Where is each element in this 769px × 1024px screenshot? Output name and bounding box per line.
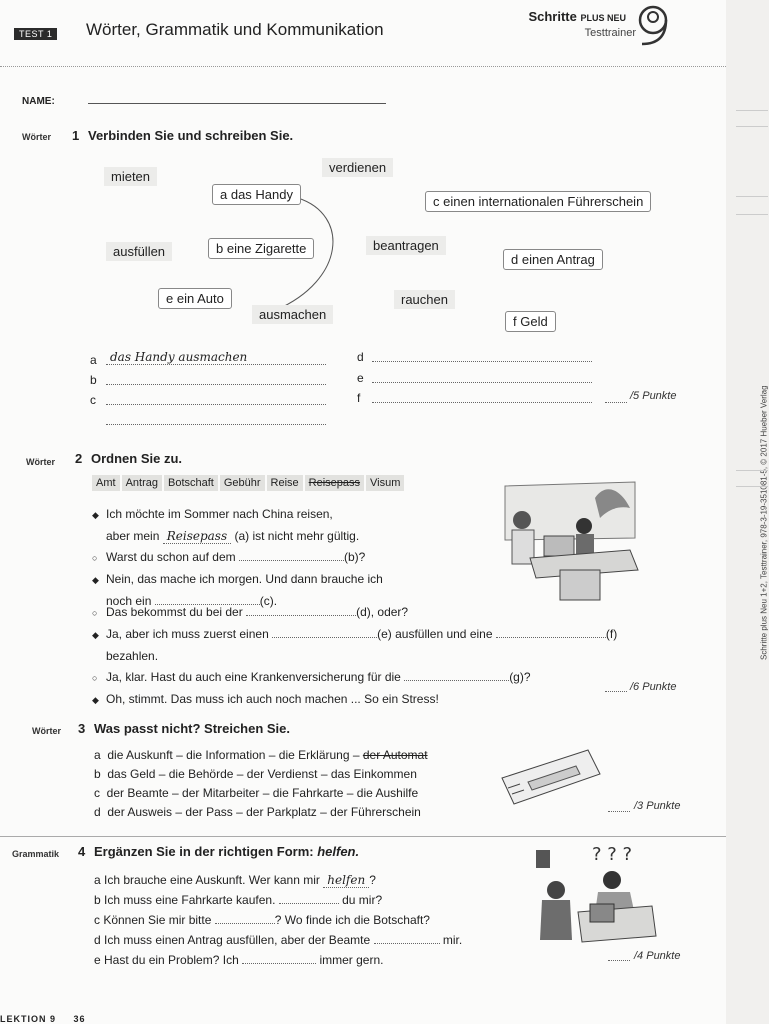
line-text: mir. — [442, 933, 463, 947]
word-ausmachen: ausmachen — [252, 305, 333, 324]
gap-4b[interactable] — [279, 903, 339, 904]
answer-label-b: b — [90, 373, 97, 387]
gap-4e[interactable] — [242, 963, 316, 964]
task2-instruction: Ordnen Sie zu. — [91, 451, 183, 466]
list-item — [94, 785, 428, 801]
option-e: e ein Auto — [158, 288, 232, 309]
word-verdienen: verdienen — [322, 158, 393, 177]
helpdesk-illustration — [532, 840, 660, 950]
task2-number: 2 — [75, 451, 83, 466]
task4-category: Grammatik — [12, 849, 60, 859]
item-label: c — [94, 786, 100, 800]
option-c: c einen internationalen Führerschein — [425, 191, 651, 212]
brand-small: PLUS NEU — [580, 13, 626, 23]
answer-line-d[interactable] — [372, 361, 592, 362]
dialogue-text: Oh, stimmt. Das muss ich auch noch machen ... So ein Stress! — [106, 692, 439, 706]
list-item — [94, 804, 428, 820]
word-bank-item: Gebühr — [220, 475, 265, 491]
word-bank-item: Botschaft — [164, 475, 218, 491]
instruction-word: helfen. — [317, 844, 360, 859]
word-bank-item: Amt — [92, 475, 120, 491]
answer-a-reisepass: Reisepass — [163, 529, 231, 544]
answer-helfen: helfen — [323, 873, 369, 888]
task4-lines — [94, 872, 462, 968]
task1-points: /5 Punkte — [630, 390, 677, 402]
dialogue-text: Ja, aber ich muss zuerst einen — [106, 627, 269, 641]
gap-d[interactable] — [246, 615, 356, 616]
svg-text:? ? ?: ? ? ? — [592, 844, 633, 865]
dialogue-2: ○ Das bekommst du bei der (d), oder? ◆ Ja, aber ich muss zuerst einen (e) ausfüllen und eine (f) bezahlen. ○ Ja, klar. Hast du auch eine Krankenversicherung für die (g)? ◆ Oh, stimmt. Das muss ich auch noch machen ... So ein Stress! — [92, 605, 618, 706]
answer-line-a[interactable] — [106, 364, 326, 365]
task1-number: 1 — [72, 128, 80, 143]
list-item — [94, 747, 428, 763]
line-text: d Ich muss einen Antrag ausfüllen, aber der Beamte — [94, 933, 371, 947]
copyright-credit: Schritte plus Neu 1+2, Testtrainer, 978-3-19-351081-5, © 2017 Hueber Verlag — [760, 385, 769, 660]
word-bank — [92, 475, 404, 491]
footer — [0, 1014, 86, 1024]
answer-label-e: e — [357, 371, 364, 385]
score-line-2[interactable] — [605, 691, 627, 692]
score-line-3[interactable] — [608, 811, 630, 812]
line-text: a Ich brauche eine Auskunft. Wer kann mir — [94, 873, 320, 887]
name-label: NAME: — [22, 96, 55, 107]
dialogue-1: ◆ Ich möchte im Sommer nach China reisen, aber mein Reisepass (a) ist nicht mehr gültig. ○ Warst du schon auf dem (b)? ◆ Nein, das mache ich morgen. Und dann brauche ich noch ein (c). — [92, 507, 383, 608]
word-bank-item-struck: Reisepass — [305, 475, 364, 491]
option-f: f Geld — [505, 311, 556, 332]
dialogue-text: Das bekommst du bei der — [106, 605, 243, 619]
footer-lesson: LEKTION 9 — [0, 1014, 57, 1024]
line-text: ? — [369, 873, 376, 887]
item-text: das Geld – die Behörde – der Verdienst – das Einkommen — [107, 767, 417, 781]
gap-f[interactable] — [496, 637, 606, 638]
dialogue-text: (g)? — [509, 670, 531, 684]
dialogue-text: (e) ausfüllen und eine — [377, 627, 493, 641]
answer-line-e[interactable] — [372, 382, 592, 383]
gap-b[interactable] — [239, 560, 344, 561]
word-bank-item: Reise — [267, 475, 303, 491]
task1-instruction: Verbinden Sie und schreiben Sie. — [88, 128, 294, 143]
dialogue-text: noch ein — [106, 594, 152, 608]
gap-g[interactable] — [404, 680, 509, 681]
ticket-illustration — [498, 748, 602, 808]
item-label: d — [94, 805, 101, 819]
line-text: ? Wo finde ich die Botschaft? — [274, 913, 430, 927]
score-line-1[interactable] — [605, 402, 627, 403]
dialogue-text: (f) — [605, 627, 618, 641]
footer-page-number: 36 — [73, 1014, 86, 1024]
answer-line-f[interactable] — [372, 402, 592, 403]
task3-category: Wörter — [32, 726, 61, 736]
task2-category: Wörter — [26, 457, 55, 467]
word-beantragen: beantragen — [366, 236, 446, 255]
word-mieten: mieten — [104, 167, 157, 186]
dialogue-text: Warst du schon auf dem — [106, 550, 236, 564]
task3-instruction: Was passt nicht? Streichen Sie. — [94, 721, 291, 736]
brand-main: Schritte — [528, 9, 577, 24]
answer-label-d: d — [357, 350, 364, 364]
dialogue-text: Ja, klar. Hast du auch eine Krankenversicherung für die — [106, 670, 401, 684]
option-d: d einen Antrag — [503, 249, 603, 270]
task3-number: 3 — [78, 721, 86, 736]
answer-a-handwritten: das Handy ausmachen — [110, 350, 248, 364]
answer-label-f: f — [357, 391, 361, 405]
dialogue-text: (d), oder? — [356, 605, 409, 619]
option-b: b eine Zigarette — [208, 238, 314, 259]
answer-label-a: a — [90, 353, 97, 367]
item-label: b — [94, 767, 101, 781]
section-divider — [0, 836, 726, 837]
dialogue-text: aber mein — [106, 529, 160, 543]
line-text: b Ich muss eine Fahrkarte kaufen. — [94, 893, 276, 907]
item-text: der Ausweis – der Pass – der Parkplatz – der Führerschein — [107, 805, 421, 819]
instruction-text: Ergänzen Sie in der richtigen Form: — [94, 844, 314, 859]
line-text: immer gern. — [319, 953, 384, 967]
dialogue-text: (c). — [259, 594, 278, 608]
dialogue-text: Nein, das mache ich morgen. Und dann brauche ich — [106, 572, 383, 586]
word-ausfuellen: ausfüllen — [106, 242, 172, 261]
dialogue-text: (b)? — [343, 550, 366, 564]
task4-number: 4 — [78, 844, 86, 859]
task3-points: /3 Punkte — [634, 800, 681, 812]
line-text: e Hast du ein Problem? Ich — [94, 953, 239, 967]
page-title: Wörter, Grammatik und Kommunikation — [86, 20, 384, 39]
task1-category: Wörter — [22, 132, 51, 142]
gap-4c[interactable] — [215, 923, 275, 924]
answer-line-extra[interactable] — [106, 424, 326, 425]
task2-points: /6 Punkte — [630, 681, 677, 693]
word-bank-item: Visum — [366, 475, 404, 491]
test-badge: TEST 1 — [14, 28, 57, 40]
task3-list — [94, 747, 428, 820]
list-item — [94, 766, 428, 782]
brand-subtitle: Testtrainer — [584, 27, 636, 39]
answer-label-c: c — [90, 393, 96, 407]
word-bank-item: Antrag — [122, 475, 162, 491]
line-text: du mir? — [342, 893, 383, 907]
option-a: a das Handy — [212, 184, 301, 205]
score-line-4[interactable] — [608, 960, 630, 961]
answer-line-b[interactable] — [106, 384, 326, 385]
task4-instruction — [94, 844, 359, 859]
word-rauchen: rauchen — [394, 290, 455, 309]
gap-4d[interactable] — [374, 943, 440, 944]
line-text: c Können Sie mir bitte — [94, 913, 212, 927]
item-text: der Beamte – der Mitarbeiter – die Fahrkarte – die Aushilfe — [106, 786, 419, 800]
dialogue-text: Ich möchte im Sommer nach China reisen, — [106, 507, 333, 521]
answer-line-c[interactable] — [106, 404, 326, 405]
dialogue-text: bezahlen. — [106, 649, 159, 663]
item-text: die Auskunft – die Information – die Erklärung – — [107, 748, 360, 762]
office-illustration — [500, 478, 640, 606]
item-label: a — [94, 748, 101, 762]
item-struck: der Automat — [362, 748, 428, 762]
task4-points: /4 Punkte — [634, 950, 681, 962]
gap-e[interactable] — [272, 637, 377, 638]
dialogue-text: (a) ist nicht mehr gültig. — [234, 529, 360, 543]
